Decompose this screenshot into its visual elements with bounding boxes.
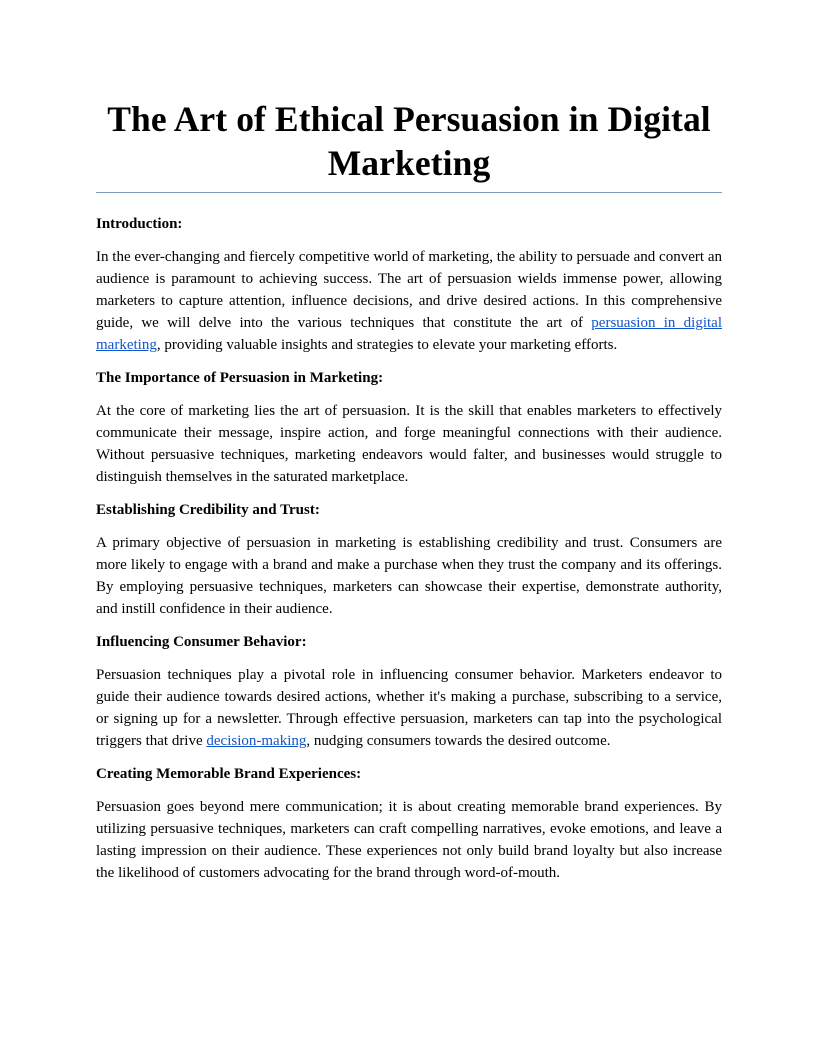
section-heading-credibility: Establishing Credibility and Trust: [96, 502, 320, 518]
document-page [96, 0, 722, 884]
paragraph-text: In the ever-changing and fiercely competitive world of marketing, the ability to persuade and convert an audience is paramount to achieving success. The art of persuasion wields immense power, allowing marketers to capture attention, influence decisions, and drive desired actions. In this comprehensive guide, we will delve into the various techniques that constitute the art of [96, 249, 722, 331]
section-heading-introduction: Introduction: [96, 216, 183, 232]
section-paragraph-consumer-behavior [96, 664, 722, 752]
document-title [96, 97, 722, 185]
paragraph-text: , nudging consumers towards the desired outcome. [306, 733, 611, 749]
section-paragraph-credibility: A primary objective of persuasion in marketing is establishing credibility and trust. Consumers are more likely to engage with a brand and make a purchase when they trust the company and its offerings. By employing persuasive techniques, marketers can showcase their expertise, demonstrate authority, and instill confidence in their audience. [96, 535, 722, 617]
section-heading-importance: The Importance of Persuasion in Marketing: [96, 370, 384, 386]
title-line-2: Marketing [327, 143, 491, 183]
persuasion-in-digital-marketing-link[interactable]: persuasion in digital marketing [96, 315, 722, 353]
section-heading-brand-experiences: Creating Memorable Brand Experiences: [96, 766, 362, 782]
section-paragraph-brand-experiences: Persuasion goes beyond mere communication; it is about creating memorable brand experiences. By utilizing persuasive techniques, marketers can craft compelling narratives, evoke emotions, and leave a lasting impression on their audience. These experiences not only build brand loyalty but also increase the likelihood of customers advocating for the brand through word-of-mouth. [96, 799, 722, 881]
section-paragraph-introduction [96, 246, 722, 356]
section-heading-consumer-behavior: Influencing Consumer Behavior: [96, 634, 307, 650]
section-paragraph-importance: At the core of marketing lies the art of persuasion. It is the skill that enables marketers to effectively communicate their message, inspire action, and forge meaningful connections with their audience. Without persuasive techniques, marketing endeavors would falter, and businesses would struggle to distinguish themselves in the saturated marketplace. [96, 403, 722, 485]
title-divider [96, 192, 722, 193]
paragraph-text: Persuasion techniques play a pivotal role in influencing consumer behavior. Marketers endeavor to guide their audience towards desired actions, whether it's making a purchase, subscribing to a service, or signing up for a newsletter. Through effective persuasion, marketers can tap into the psychological triggers that drive [96, 667, 722, 749]
title-line-1: The Art of Ethical Persuasion in Digital [107, 99, 711, 139]
decision-making-link[interactable]: decision-making [206, 733, 307, 749]
paragraph-text: , providing valuable insights and strategies to elevate your marketing efforts. [156, 337, 618, 353]
